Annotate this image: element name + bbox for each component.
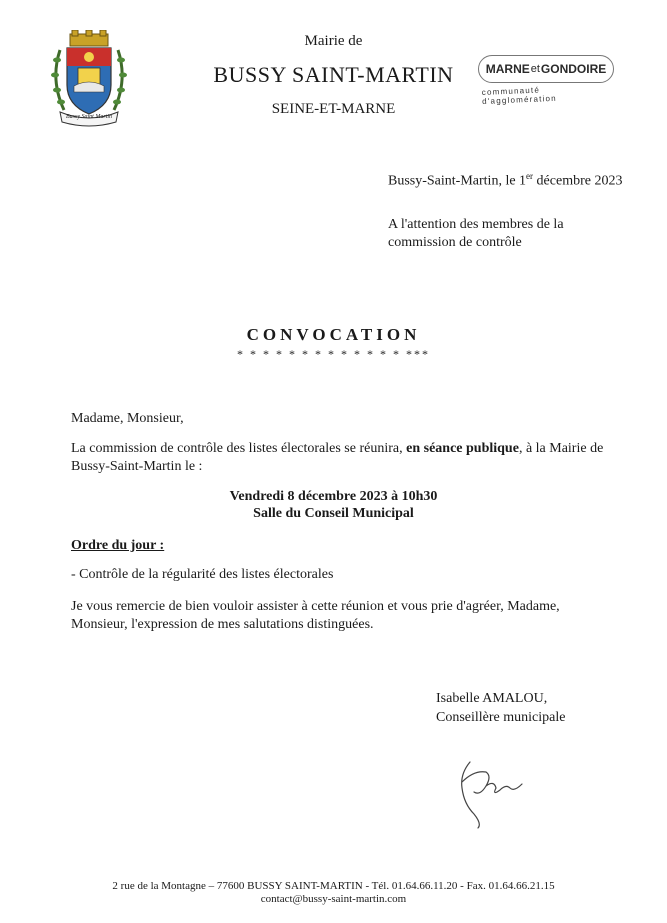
meeting-place: Salle du Conseil Municipal (253, 506, 414, 521)
footer-email[interactable]: contact@bussy-saint-martin.com (260, 893, 407, 905)
crest-banner-text: Bussy Saint Martin (66, 114, 112, 120)
handwritten-signature (452, 752, 532, 832)
footer-address: 2 rue de la Montagne – 77600 BUSSY SAINT-MARTIN - Tél. 01.64.66.11.20 - Fax. 01.64.66.21.15 (112, 880, 555, 892)
header-department: SEINE-ET-MARNE (271, 101, 396, 117)
intro-text-end: , à la Mairie de Bussy-Saint-Martin le : (71, 441, 604, 474)
attention-block (388, 216, 608, 252)
intro-text-start: La commission de contrôle des listes électorales se réunira, (71, 441, 407, 456)
page-footer (0, 880, 667, 906)
meeting-date: Vendredi 8 décembre 2023 à 10h30 (229, 489, 438, 504)
brand-wordmark (478, 55, 614, 83)
brand-name-right: GONDOIRE (540, 62, 607, 76)
attention-line-1: A l'attention des membres de la (388, 217, 564, 232)
intro-text-bold: en séance publique (406, 441, 519, 456)
signer-title: Conseillère municipale (436, 710, 566, 725)
header-mairie-de: Mairie de (304, 33, 363, 49)
brand-subtitle: communauté d'agglomération (481, 85, 558, 106)
agenda-item: - Contrôle de la régularité des listes électorales (71, 567, 334, 582)
closing-paragraph: Je vous remercie de bien vouloir assister à cette réunion et vous prie d'agréer, Madame, Monsieur, l'expression de mes salutations distinguées. (71, 599, 560, 632)
attention-line-2: commission de contrôle (388, 235, 522, 250)
agenda-heading: Ordre du jour : (71, 538, 165, 553)
title-stars-divider: * * * * * * * * * * * * * *** (237, 347, 430, 361)
signer-name: Isabelle AMALOU, (436, 691, 548, 706)
header-city-name: BUSSY SAINT-MARTIN (213, 62, 454, 87)
signer-block (436, 689, 565, 727)
letter-date (388, 171, 622, 190)
brand-name-left: MARNE (485, 62, 530, 76)
date-suffix: décembre 2023 (533, 173, 623, 189)
date-prefix: Bussy-Saint-Martin, le 1 (388, 173, 527, 189)
intro-paragraph (71, 440, 605, 476)
date-superscript: er (526, 171, 534, 181)
document-title: CONVOCATION (246, 325, 421, 344)
marne-et-gondoire-logo (478, 55, 618, 107)
brand-name-et: et (530, 63, 540, 75)
meeting-details (0, 488, 667, 522)
salutation: Madame, Monsieur, (71, 411, 184, 426)
